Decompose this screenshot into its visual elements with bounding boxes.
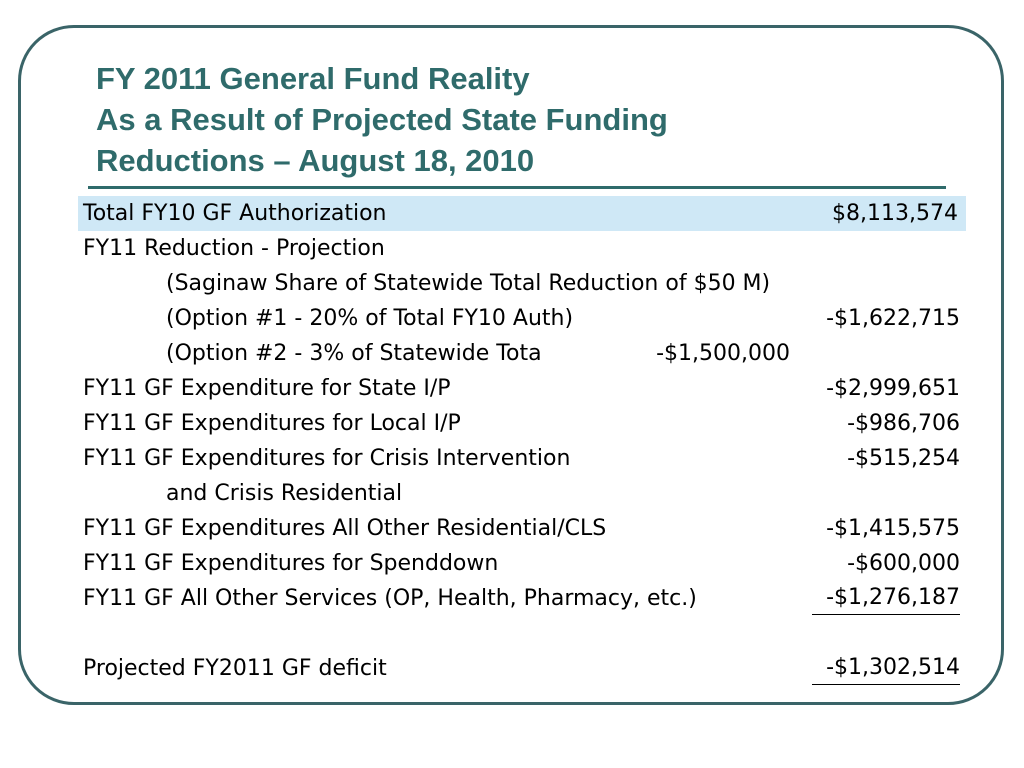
title-line-2: As a Result of Projected State Funding — [96, 102, 668, 137]
row-amount: -$1,302,514 — [812, 651, 960, 685]
row-label: FY11 GF Expenditures for Crisis Intervention — [83, 446, 571, 471]
row-amount: -$1,622,715 — [826, 306, 960, 331]
row-label: FY11 GF Expenditures All Other Residential/CLS — [83, 516, 607, 541]
row-amount: -$986,706 — [847, 411, 960, 436]
table-row-state-ip — [78, 371, 968, 406]
row-label: Projected FY2011 GF deficit — [83, 656, 387, 681]
table-row-crisis-residential — [78, 476, 968, 511]
row-label: FY11 GF All Other Services (OP, Health, Pharmacy, etc.) — [83, 586, 697, 611]
row-label: (Saginaw Share of Statewide Total Reduction of $50 M) — [166, 271, 771, 296]
budget-table — [78, 196, 968, 686]
row-label: (Option #2 - 3% of Statewide Tota — [166, 341, 542, 366]
row-amount: -$1,500,000 — [656, 341, 790, 366]
table-row-other-residential — [78, 511, 968, 546]
row-amount: -$1,415,575 — [826, 516, 960, 541]
row-amount: -$600,000 — [847, 551, 960, 576]
table-spacer — [78, 616, 968, 651]
row-amount: $8,113,574 — [832, 201, 958, 226]
table-row-option-2 — [78, 336, 968, 371]
table-row-projected-deficit — [78, 651, 968, 686]
table-row-reduction-projection — [78, 231, 968, 266]
table-row-option-1 — [78, 301, 968, 336]
row-amount: -$515,254 — [847, 446, 960, 471]
table-row-other-services — [78, 581, 968, 616]
table-row-local-ip — [78, 406, 968, 441]
title-line-3: Reductions – August 18, 2010 — [96, 143, 535, 178]
row-label: FY11 GF Expenditure for State I/P — [83, 376, 451, 401]
table-row-saginaw-share — [78, 266, 968, 301]
row-amount: -$2,999,651 — [826, 376, 960, 401]
slide-title — [96, 58, 956, 181]
row-label: and Crisis Residential — [166, 481, 403, 506]
table-row-crisis-intervention — [78, 441, 968, 476]
row-amount: -$1,276,187 — [812, 581, 960, 615]
row-label: Total FY10 GF Authorization — [83, 201, 387, 226]
row-label: (Option #1 - 20% of Total FY10 Auth) — [166, 306, 574, 331]
title-line-1: FY 2011 General Fund Reality — [96, 61, 530, 96]
row-label: FY11 GF Expenditures for Spenddown — [83, 551, 499, 576]
row-label: FY11 GF Expenditures for Local I/P — [83, 411, 461, 436]
table-row-spenddown — [78, 546, 968, 581]
title-divider — [88, 186, 946, 189]
table-row-total-authorization — [78, 196, 966, 231]
row-label: FY11 Reduction - Projection — [83, 236, 385, 261]
